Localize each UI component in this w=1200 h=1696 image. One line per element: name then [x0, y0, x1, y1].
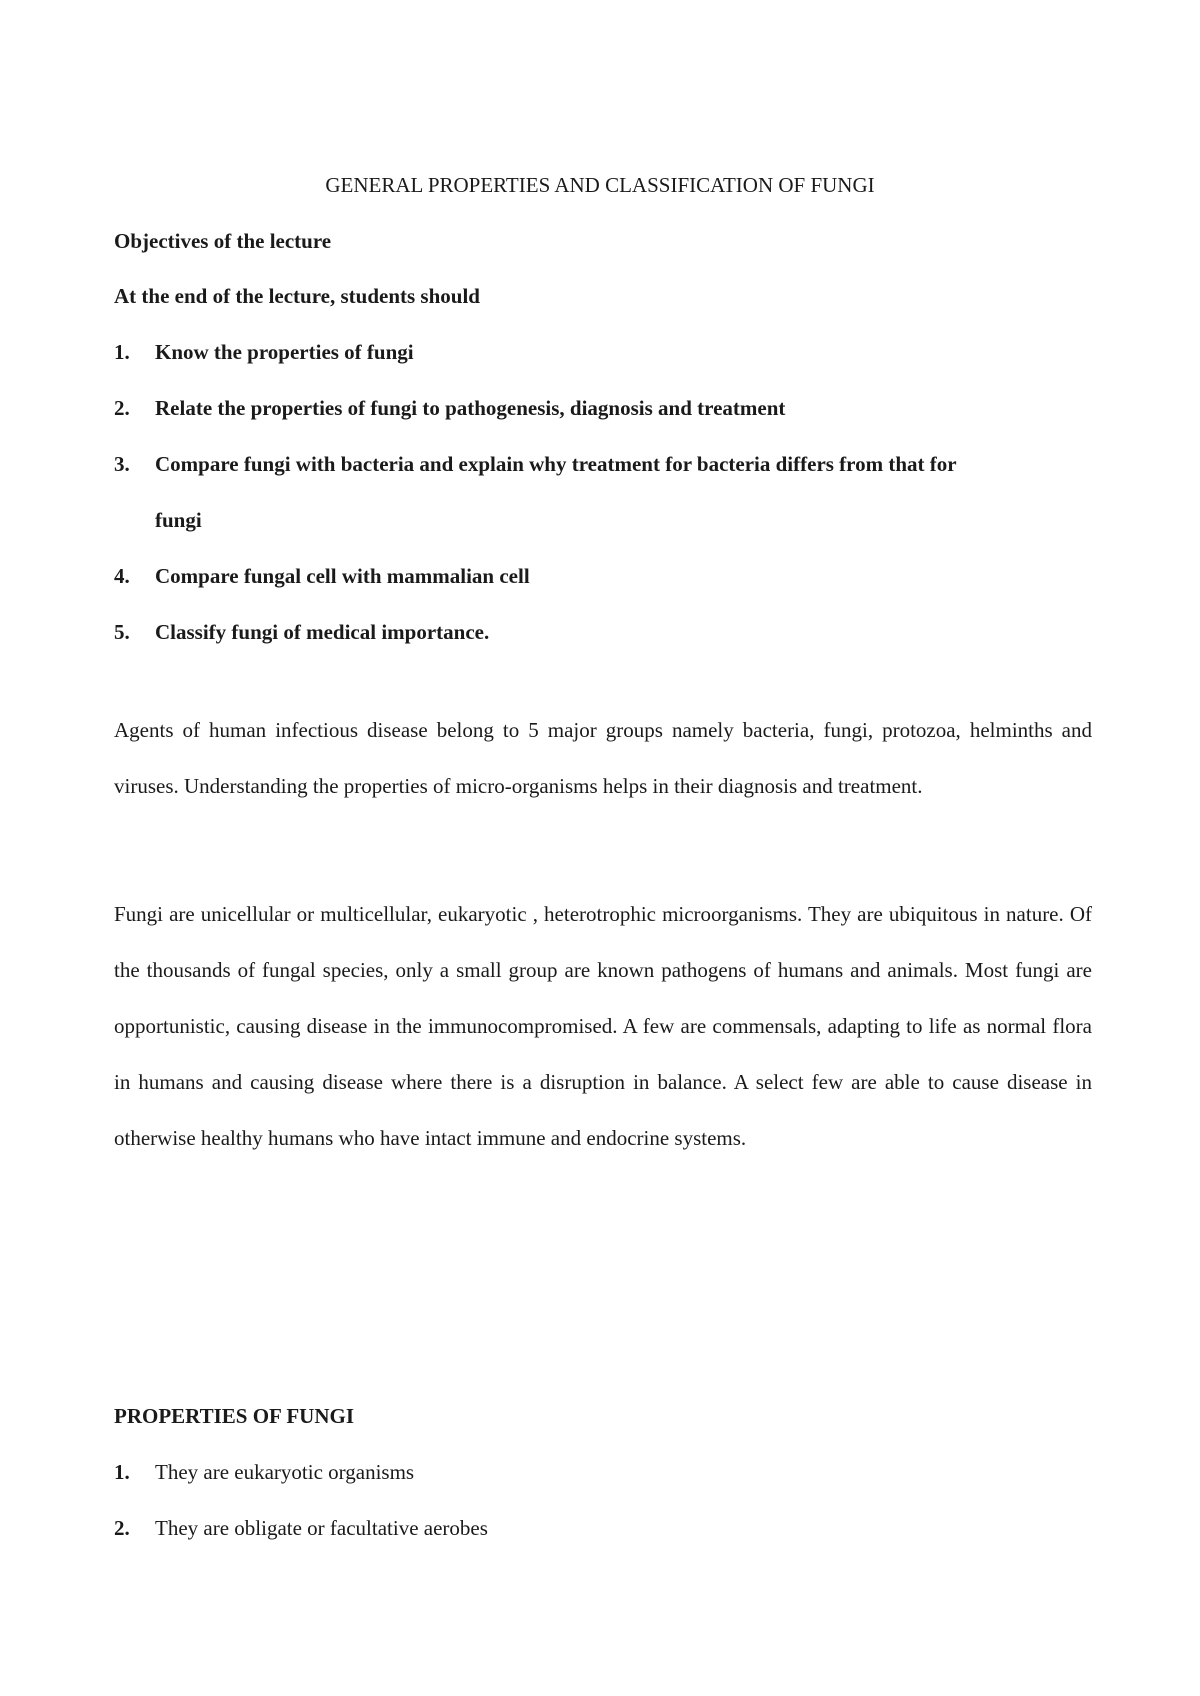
objective-number: 2.	[114, 396, 130, 420]
property-item: They are obligate or facultative aerobes	[155, 1516, 488, 1540]
objective-number: 5.	[114, 620, 130, 644]
objective-item-continuation: fungi	[155, 508, 202, 532]
body-paragraph: Agents of human infectious disease belong to 5 major groups namely bacteria, fungi, protozoa, helminths and viruses. Understanding the properties of micro-organisms helps in their diagnosis and treatment.	[114, 718, 1092, 798]
property-number: 2.	[114, 1516, 130, 1540]
objective-item: Compare fungal cell with mammalian cell	[155, 564, 530, 588]
section-heading: PROPERTIES OF FUNGI	[114, 1404, 355, 1428]
objective-item: Classify fungi of medical importance.	[155, 620, 490, 644]
objective-number: 1.	[114, 340, 130, 364]
objective-number: 3.	[114, 452, 130, 476]
document-title: GENERAL PROPERTIES AND CLASSIFICATION OF FUNGI	[325, 173, 875, 197]
objective-item: Compare fungi with bacteria and explain why treatment for bacteria differs from that for	[155, 452, 957, 476]
objective-item: Know the properties of fungi	[155, 340, 414, 364]
property-item: They are eukaryotic organisms	[155, 1460, 415, 1484]
objective-number: 4.	[114, 564, 130, 588]
objectives-heading: Objectives of the lecture	[114, 229, 332, 253]
objective-item: Relate the properties of fungi to pathogenesis, diagnosis and treatment	[155, 396, 786, 420]
objectives-intro: At the end of the lecture, students should	[114, 284, 480, 308]
property-number: 1.	[114, 1460, 130, 1484]
body-paragraph: Fungi are unicellular or multicellular, eukaryotic , heterotrophic microorganisms. They are ubiquitous in nature. Of the thousands of fungal species, only a small group are known pathogens of humans and animals. Most fungi are opportunistic, causing disease in the immunocompromised. A few are commensals, adapting to life as normal flora in humans and causing disease where there is a disruption in balance. A select few are able to cause disease in otherwise healthy humans who have intact immune and endocrine systems.	[114, 902, 1092, 1150]
